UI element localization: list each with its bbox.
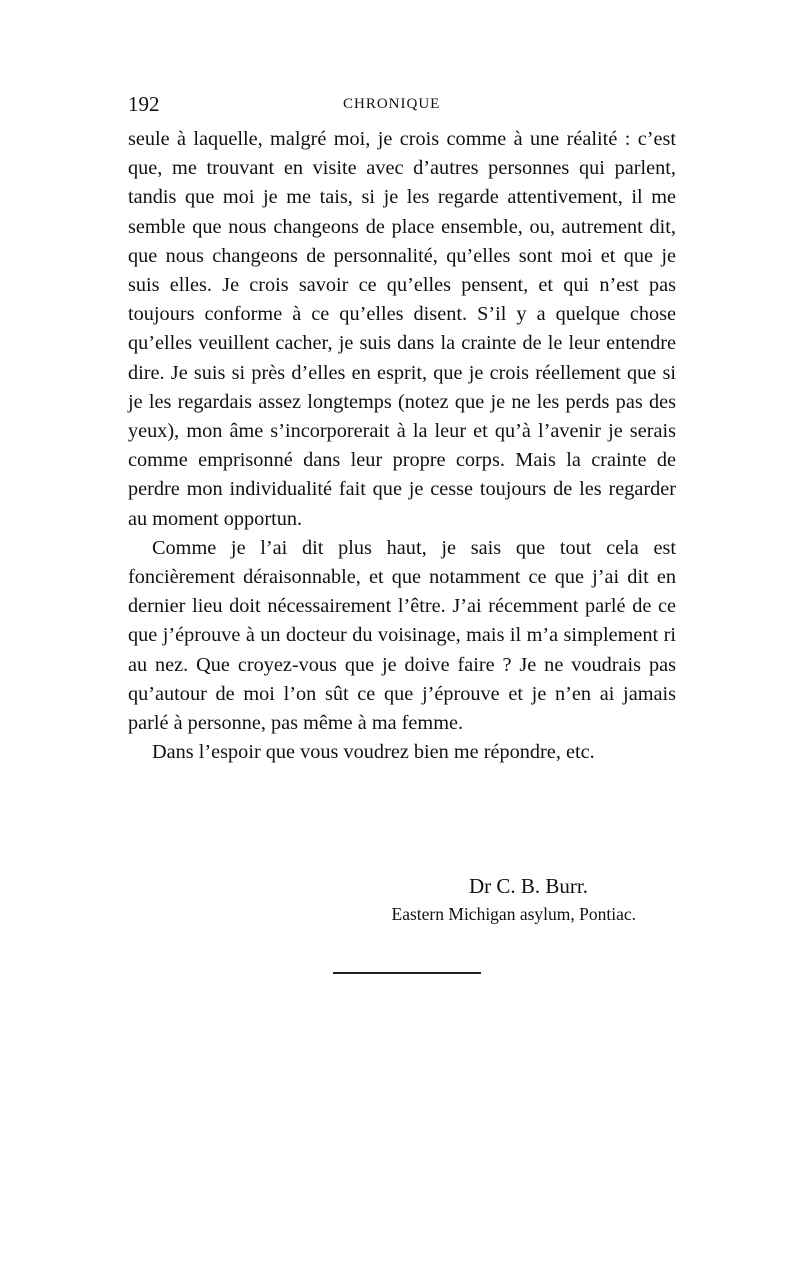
paragraph-closing: Dans l’espoir que vous voudrez bien me répondre, etc. xyxy=(152,741,595,764)
paragraph-continuation: seule à laquelle, malgré moi, je crois comme à une réalité : c’est que, me trouvant en visite avec d’autres personnes qui parlent, tandis que moi je me tais, si je les regarde attentivement, il me semble que nous changeons de place ensemble, ou, autrement dit, que nous changeons de personnalité, qu’elles sont moi et que je suis elles. Je crois savoir ce qu’elles pensent, et qui n’est pas toujours conforme à ce qu’elles disent. S’il y a quelque chose qu’elles veuillent cacher, je suis dans la crainte de le leur entendre dire. Je suis si près d’elles en esprit, que je crois réellement que si je les regardais assez longtemps (notez que je ne les perds pas des yeux), mon âme s’incorporerait à la leur et qu’à l’avenir je serais comme emprisonné dans leur propre corps. Mais la crainte de perdre mon individualité fait que je cesse toujours de les regarder au moment opportun. xyxy=(128,128,676,530)
signature-affiliation: Eastern Michigan asylum, Pontiac. xyxy=(391,904,636,924)
paragraph-second: Comme je l’ai dit plus haut, je sais que tout cela est foncièrement déraisonnable, et que notamment ce que j’ai dit en dernier lieu doit nécessairement l’être. J’ai récemment parlé de ce que j’éprouve à un docteur du voisinage, mais il m’a simplement ri au nez. Que croyez-vous que je doive faire ? Je ne voudrais pas qu’autour de moi l’on sût ce que j’éprouve et je n’en ai jamais parlé à personne, pas même à ma femme. xyxy=(128,536,676,735)
page-header xyxy=(128,92,676,122)
signature-name: Dr C. B. Burr. xyxy=(468,874,588,898)
page-number: 192 xyxy=(128,92,160,116)
section-divider-rule xyxy=(333,972,481,974)
body-text xyxy=(128,125,676,767)
signature-block xyxy=(128,872,676,927)
running-head: CHRONIQUE xyxy=(343,96,441,112)
